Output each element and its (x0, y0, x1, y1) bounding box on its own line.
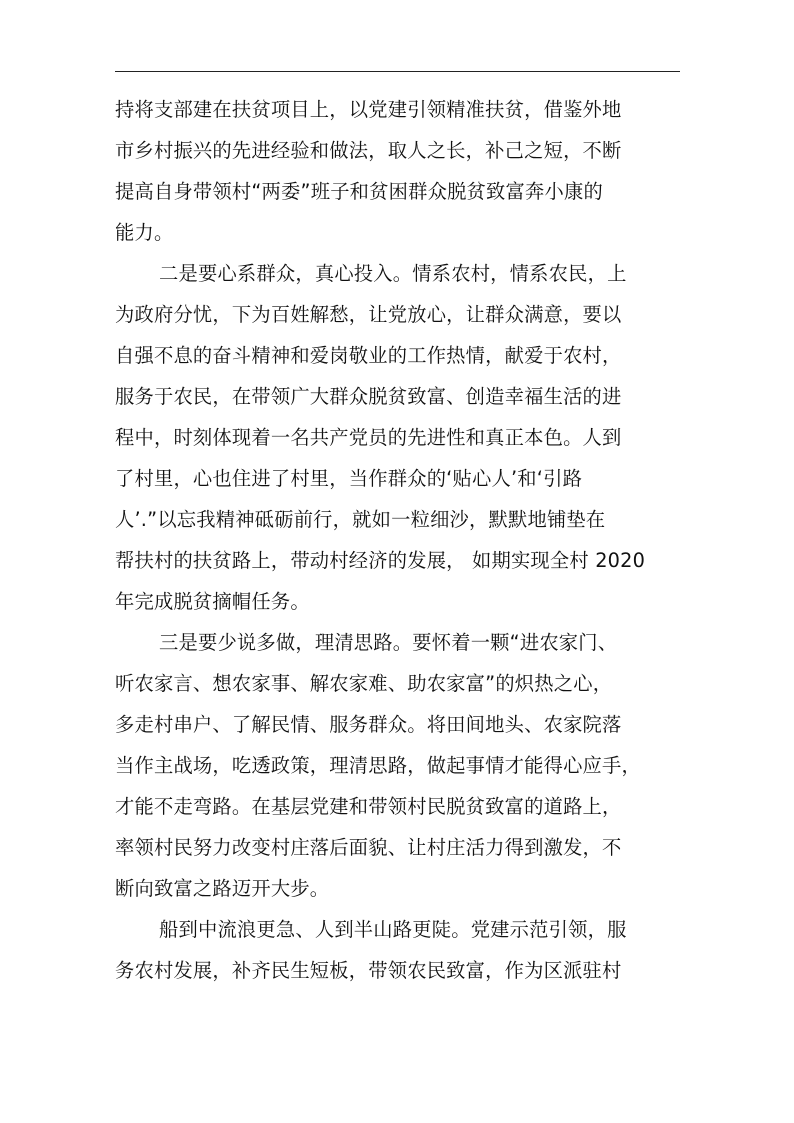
text-line: 断向致富之路迈开大步。 (115, 877, 330, 900)
paragraph-start-line: 船到中流浪更急、人到半山路更陡。党建示范引领，服 (159, 918, 627, 941)
paragraph-start-line: 三是要少说多做，理清思路。要怀着一颗“进农家门、 (159, 631, 618, 654)
paragraph-start-line: 二是要心系群众，真心投入。情系农村，情系农民，上 (159, 262, 627, 285)
body-text (115, 89, 690, 991)
text-line: 才能不走弯路。在基层党建和带领村民脱贫致富的道路上， (115, 795, 622, 818)
text-line: 当作主战场，吃透政策，理清思路，做起事情才能得心应手， (115, 754, 641, 777)
text-line: 听农家言、想农家事、解农家难、助农家富”的炽热之心， (115, 672, 613, 695)
text-line: 提高自身带领村“两委”班子和贫困群众脱贫致富奔小康的 (115, 180, 603, 203)
text-line: 服务于农民，在带领广大群众脱贫致富、创造幸福生活的进 (115, 385, 622, 408)
text-line: 自强不息的奋斗精神和爱岗敬业的工作热情，献爱于农村， (115, 344, 622, 367)
text-line: 市乡村振兴的先进经验和做法，取人之长，补己之短，不断 (115, 139, 622, 162)
text-line: 了村里，心也住进了村里，当作群众的‘贴心人’和‘引路 (115, 467, 583, 490)
text-line: 人’.”以忘我精神砥砺前行，就如一粒细沙，默默地铺垫在 (115, 508, 606, 531)
text-line: 能力。 (115, 221, 174, 244)
text-line: 多走村串户、了解民情、服务群众。将田间地头、农家院落 (115, 713, 622, 736)
text-line: 持将支部建在扶贫项目上，以党建引领精准扶贫，借鉴外地 (115, 98, 622, 121)
text-line: 务农村发展，补齐民生短板，带领农民致富，作为区派驻村 (115, 959, 622, 982)
header-rule (115, 71, 680, 72)
text-line: 年完成脱贫摘帽任务。 (115, 590, 310, 613)
text-line: 为政府分忧，下为百姓解愁，让党放心，让群众满意，要以 (115, 303, 622, 326)
text-line: 帮扶村的扶贫路上，带动村经济的发展， 如期实现全村 2020 (115, 549, 646, 572)
text-line: 程中，时刻体现着一名共产党员的先进性和真正本色。人到 (115, 426, 622, 449)
text-line: 率领村民努力改变村庄落后面貌、让村庄活力得到激发，不 (115, 836, 622, 859)
